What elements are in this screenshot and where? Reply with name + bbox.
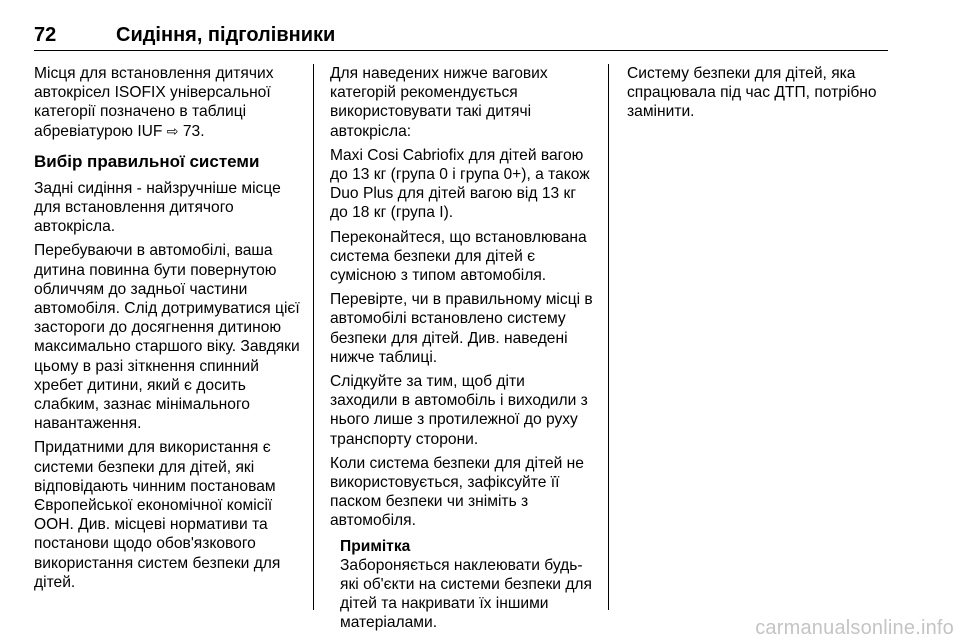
page-header	[34, 20, 888, 51]
column-1	[34, 64, 300, 597]
note-text: Забороняється наклеювати будь-які об'єкти на системи безпеки для дітей та накривати їх іншими матеріалами.	[340, 556, 592, 632]
paragraph-rear-seats: Задні сидіння - найзручніше місце для встановлення дитячого автокрісла.	[34, 179, 281, 236]
paragraph-secure-unused: Коли система безпеки для дітей не використовується, зафіксуйте її паском безпеки чи зніміть з автомобіля.	[330, 454, 584, 530]
page-number: 72	[34, 24, 57, 46]
section-heading: Вибір правильної системи	[34, 151, 260, 171]
isofix-page-ref: 73.	[178, 122, 205, 140]
chapter-title: Сидіння, підголівники	[116, 24, 336, 46]
isofix-paragraph	[34, 64, 300, 141]
paragraph-maxi-cosi: Maxi Cosi Cabriofix для дітей вагою до 13 кг (група 0 і група 0+), а також Duo Plus для дітей вагою від 13 кг до 18 кг (група I).	[330, 146, 590, 222]
paragraph-rear-facing: Перебуваючи в автомобілі, ваша дитина повинна бути повернутою обличчям до задньої частини автомобіля. Слід дотримуватися цієї застороги до досягнення дитиною максимально старшого віку. Завдяки цьому в разі зіткнення спинний хребет дитини, який є досить слабким, зазнає мінімального навантаження.	[34, 242, 300, 433]
paragraph-traffic-side: Слідкуйте за тим, щоб діти заходили в автомобіль і виходили з нього лише з протилежної до руху транспорту сторони.	[330, 373, 588, 448]
column-divider-2	[608, 64, 609, 610]
note-box	[340, 537, 594, 633]
paragraph-replace-after-accident: Систему безпеки для дітей, яка спрацювала під час ДТП, потрібно замінити.	[627, 65, 877, 121]
paragraph-regulations: Придатними для використання є системи безпеки для дітей, які відповідають чинним постановам Європейської економічної комісії ООН. Див. місцеві нормативи та постанови щодо обов'язкового використання систем безпеки для дітей.	[34, 439, 281, 591]
column-3	[627, 64, 889, 127]
paragraph-correct-location: Перевірте, чи в правильному місці в автомобілі встановлено систему безпеки для дітей. Див. наведені нижче таблиці.	[330, 291, 593, 366]
isofix-text: Місця для встановлення дитячих автокрісел ISOFIX універсальної категорії позначено в таблиці абревіатурою IUF	[34, 65, 274, 140]
note-title: Примітка	[340, 537, 411, 555]
watermark: carmanualsonline.info	[755, 617, 954, 639]
column-divider-1	[313, 64, 314, 610]
page-reference-icon[interactable]: ⇨	[166, 122, 179, 139]
column-2	[330, 64, 594, 633]
paragraph-compatibility: Переконайтеся, що встановлювана система безпеки для дітей є сумісною з типом автомобіля.	[330, 228, 587, 285]
paragraph-weight-categories: Для наведених нижче вагових категорій рекомендується використовувати такі дитячі автокрісла:	[330, 65, 548, 140]
